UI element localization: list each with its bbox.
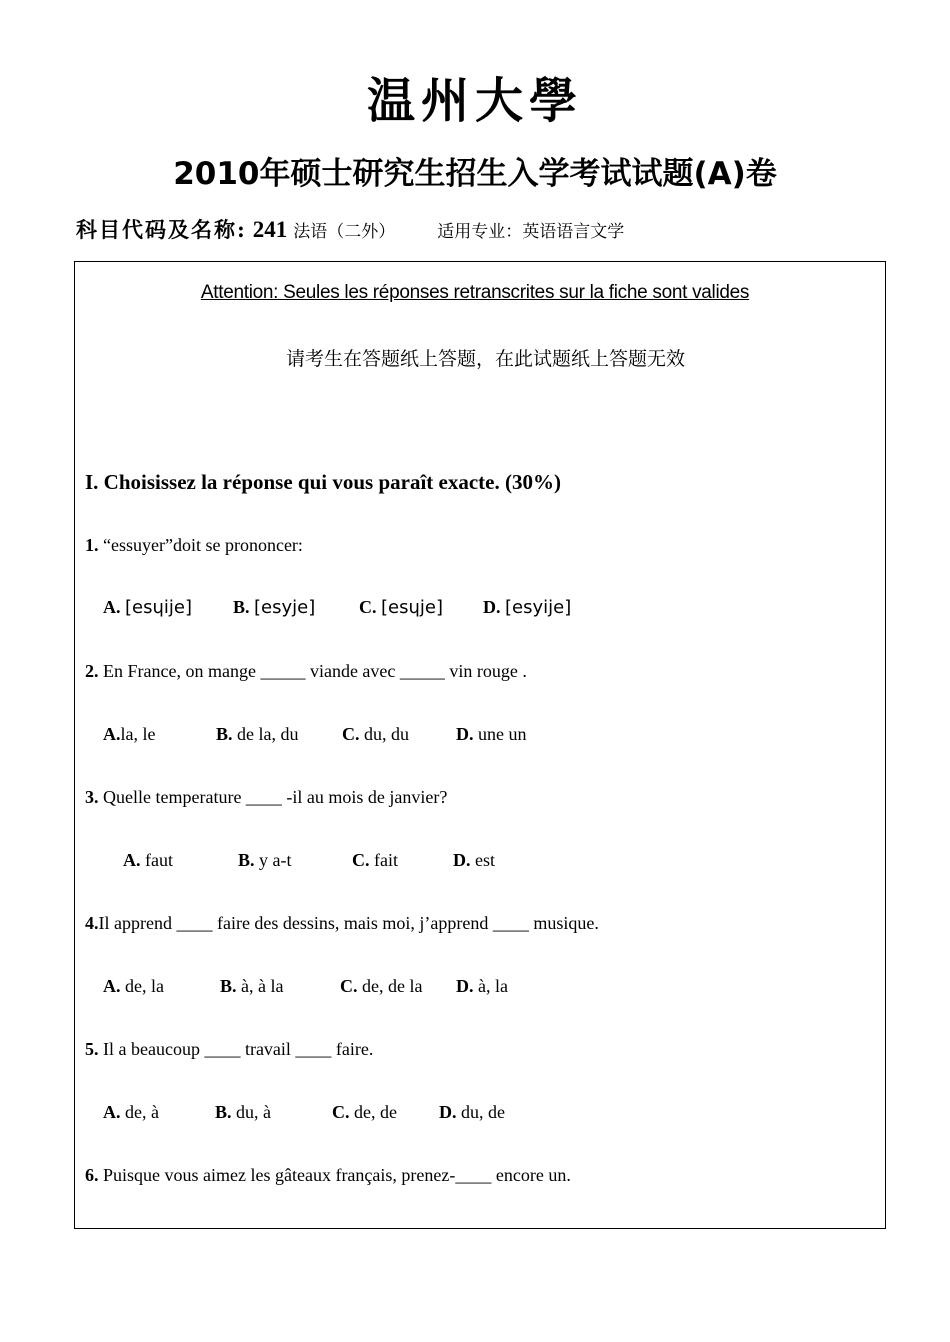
subject-line bbox=[76, 214, 624, 244]
option-3a: A. faut bbox=[123, 850, 173, 870]
question-number: 2. bbox=[85, 661, 99, 681]
option-1b: B. [esyje] bbox=[233, 597, 316, 618]
option-4b: B. à, à la bbox=[220, 976, 284, 996]
subject-name: 法语（二外） bbox=[293, 222, 396, 242]
question-5 bbox=[85, 1039, 373, 1060]
option-2c: C. du, du bbox=[342, 724, 409, 744]
option-2d: D. une un bbox=[456, 724, 527, 744]
question-number: 1. bbox=[85, 535, 99, 555]
option-2b: B. de la, du bbox=[216, 724, 299, 744]
option-1d: D. [esyije] bbox=[483, 597, 572, 618]
question-frame bbox=[74, 261, 886, 1229]
question-text: Puisque vous aimez les gâteaux français, prenez-____ encore un. bbox=[98, 1165, 571, 1185]
question-4 bbox=[85, 913, 599, 934]
question-text: Quelle temperature ____ -il au mois de janvier? bbox=[98, 787, 448, 807]
option-5d: D. du, de bbox=[439, 1102, 505, 1122]
subject-label: 科目代码及名称: bbox=[76, 217, 247, 242]
question-number: 3. bbox=[85, 787, 99, 807]
question-number: 4. bbox=[85, 913, 99, 933]
option-2a: A.la, le bbox=[103, 724, 156, 744]
question-1 bbox=[85, 535, 303, 556]
question-3 bbox=[85, 787, 447, 808]
question-number: 6. bbox=[85, 1165, 99, 1185]
option-5b: B. du, à bbox=[215, 1102, 272, 1122]
answer-sheet-notice: 请考生在答题纸上答题，在此试题纸上答题无效 bbox=[286, 348, 686, 370]
applicable-major: 适用专业：英语语言文学 bbox=[437, 222, 625, 242]
option-5c: C. de, de bbox=[332, 1102, 397, 1122]
question-text: Il a beaucoup ____ travail ____ faire. bbox=[98, 1039, 374, 1059]
option-5a: A. de, à bbox=[103, 1102, 159, 1122]
option-3d: D. est bbox=[453, 850, 495, 870]
option-4a: A. de, la bbox=[103, 976, 164, 996]
option-1c: C. [esɥje] bbox=[359, 597, 443, 618]
option-3b: B. y a-t bbox=[238, 850, 292, 870]
question-text: Il apprend ____ faire des dessins, mais moi, j’apprend ____ musique. bbox=[98, 913, 599, 933]
question-2 bbox=[85, 661, 527, 682]
option-4d: D. à, la bbox=[456, 976, 508, 996]
question-number: 5. bbox=[85, 1039, 99, 1059]
subject-code: 241 bbox=[252, 217, 288, 242]
question-6 bbox=[85, 1165, 571, 1186]
question-text: En France, on mange _____ viande avec _____ vin rouge . bbox=[98, 661, 527, 681]
option-1a: A. [esɥije] bbox=[103, 597, 192, 618]
university-logo: 温州大學 bbox=[366, 73, 583, 129]
option-4c: C. de, de la bbox=[340, 976, 423, 996]
attention-notice: Attention: Seules les réponses retranscrites sur la fiche sont valides bbox=[200, 282, 750, 303]
option-3c: C. fait bbox=[352, 850, 398, 870]
exam-title: 2010年硕士研究生招生入学考试试题(A)卷 bbox=[173, 156, 777, 192]
question-text: “essuyer”doit se prononcer: bbox=[98, 535, 303, 555]
section-title: I. Choisissez la réponse qui vous paraît exacte. (30%) bbox=[85, 470, 561, 494]
